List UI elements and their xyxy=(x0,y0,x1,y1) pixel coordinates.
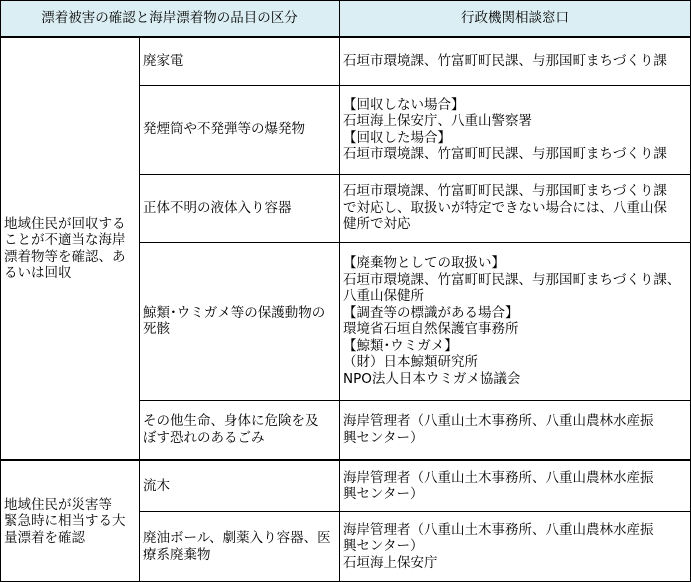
item-text: 流木 xyxy=(143,477,170,494)
column-divider xyxy=(339,0,340,582)
contact-text: 【廃棄物としての取扱い】 石垣市環境課、竹富町町民課、与那国町まちづくり課、 八重山保健所 【調査等の標識がある場合】 環境省石垣自然保護官事務所 【鯨類･ウミガメ】 （財）日本鯨類研究所 NPO法人日本ウミガメ協議会 xyxy=(343,255,681,387)
contact-cell xyxy=(339,242,691,400)
contact-text: 石垣市環境課、竹富町町民課、与那国町まちづくり課 xyxy=(343,53,667,70)
table-border-left xyxy=(0,0,1,582)
item-cell xyxy=(139,400,339,459)
contact-cell xyxy=(339,38,691,85)
group-divider xyxy=(0,459,691,461)
item-text: 鯨類･ウミガメ等の保護動物の 死骸 xyxy=(143,304,326,337)
contact-text: 石垣市環境課、竹富町町民課、与那国町まちづくり課 で対応し、取扱いが特定できない場合には、八重山保 健所で対応 xyxy=(343,183,667,233)
header-category xyxy=(0,0,339,36)
contact-text: 海岸管理者（八重山土木事務所、八重山農林水産振 興センター） 石垣海上保安庁 xyxy=(343,521,654,571)
row-divider xyxy=(139,400,691,401)
item-text: 廃家電 xyxy=(143,53,184,70)
header-divider xyxy=(0,36,691,38)
item-cell xyxy=(139,242,339,400)
group-label-hazardous xyxy=(0,38,139,459)
row-divider xyxy=(139,242,691,243)
contact-cell xyxy=(339,461,691,511)
item-cell xyxy=(139,38,339,85)
row-divider xyxy=(139,174,691,175)
item-text: その他生命、身体に危険を及 ぼす恐れのあるごみ xyxy=(143,413,319,446)
group-label-text: 地域住民が回収する ことが不適当な海岸 漂着物等を確認、あ るいは回収 xyxy=(4,215,126,281)
contact-text: 海岸管理者（八重山土木事務所、八重山農林水産振 興センター） xyxy=(343,469,654,502)
contact-cell xyxy=(339,174,691,242)
item-text: 正体不明の液体入り容器 xyxy=(143,199,292,216)
row-divider xyxy=(139,85,691,86)
column-divider xyxy=(139,37,140,582)
header-contact xyxy=(339,0,691,36)
group-label-text: 地域住民が災害等 緊急時に相当する大 量漂着を確認 xyxy=(4,496,126,546)
group-label-mass-drift xyxy=(0,461,139,582)
item-text: 発煙筒や不発弾等の爆発物 xyxy=(143,121,305,138)
contact-text: 海岸管理者（八重山土木事務所、八重山農林水産振 興センター） xyxy=(343,413,654,446)
item-cell xyxy=(139,511,339,582)
header-category-label: 漂着被害の確認と海岸漂着物の品目の区分 xyxy=(41,10,298,26)
table-border-top xyxy=(0,0,691,1)
contact-cell xyxy=(339,511,691,582)
row-divider xyxy=(139,511,691,512)
item-cell xyxy=(139,85,339,174)
contact-text: 【回収しない場合】 石垣海上保安庁、八重山警察署 【回収した場合】 石垣市環境課、竹富町町民課、与那国町まちづくり課 xyxy=(343,96,667,162)
item-cell xyxy=(139,174,339,242)
contact-cell xyxy=(339,400,691,459)
contact-cell xyxy=(339,85,691,174)
item-text: 廃油ボール、劇薬入り容器、医 療系廃棄物 xyxy=(143,530,331,563)
header-contact-label: 行政機関相談窓口 xyxy=(461,10,569,26)
item-cell xyxy=(139,461,339,511)
